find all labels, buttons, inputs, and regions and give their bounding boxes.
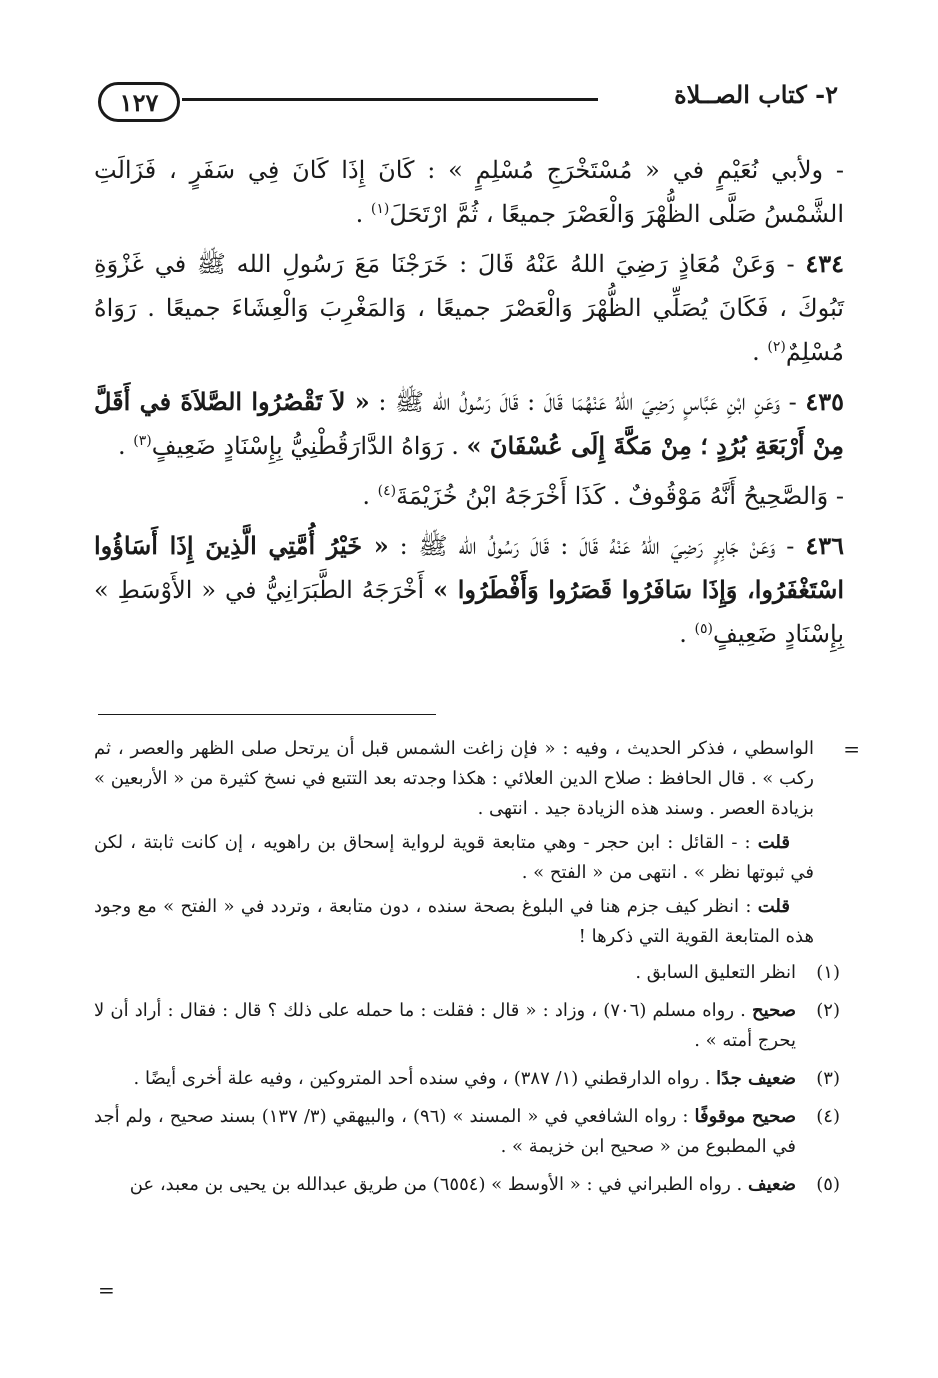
note-text: : - القائل : ابن حجر - وهي متابعة قوية لرواية إسحاق بن راهويه ، إن كانت ثابتة ، لكن في ثبوتها نظر » . انتهى من « الفتح » . [94,832,814,883]
p1-quote: « مُسْتَخْرَجِ مُسْلِمٍ » : كَانَ إِذَا كَانَ فِي سَفَرٍ ، فَزَالَتِ الشَّمْسُ صَلَّى الظُّهْرَ وَالْعَصْرَ جميعًا ، ثُمَّ ارْتَحَلَ [94,156,844,228]
footnote-5 [94,1170,844,1200]
footnote-number: (٣) [816,1068,840,1089]
footnote-grade: ضعيف جدًا [716,1068,796,1089]
footnote-text [94,1064,796,1094]
page-header [98,74,838,134]
hadith-435 [94,380,844,468]
footnote-separator [98,714,436,715]
paragraph-mawquf [94,474,844,518]
chapter-title: ٢- كتاب الصــلاة [674,80,838,109]
footnote-text [94,1102,796,1162]
footnote-body: : رواه الشافعي في « المسند » (٩٦) ، والبيهقي (٣/ ١٣٧) بسند صحيح ، ولم أجد في المطبوع من « صحيح ابن خزيمة » . [94,1106,796,1157]
footnote-grade: ضعيف [747,1174,796,1195]
footnote-ref-4[interactable]: (٤) [377,483,397,499]
hadith-quote: « خَيْرُ أُمَّتِي الَّذِينَ إِذَا أَسَاؤُوا اسْتَغْفَرُوا، وَإِذَا سَافَرُوا قَصَرُوا وَأَفْطَرُوا » [94,531,844,604]
footnote-1 [94,958,844,988]
note-lead: قلت [757,832,790,853]
footnote-number: (١) [816,962,840,983]
footnote-body: . رواه الدارقطني (١/ ٣٨٧) ، وفي سنده أحد المتروكين ، وفيه علة أخرى أيضًا . [133,1068,717,1089]
page-number: ١٢٧ [98,82,180,122]
paragraph-1 [94,148,844,236]
note-paragraph: الواسطي ، فذكر الحديث ، وفيه : « فإن زاغت الشمس قبل أن يرتحل صلى الظهر والعصر ، ثم ركب » . قال الحافظ : صلاح الدين العلائي : هكذا وجدته بعد التتبع في نسخ كثيرة من « الأربعين » بزيادة العصر . وسند هذه الزيادة جيد . انتهى . [94,738,814,819]
footnote-ref-1[interactable]: (١) [370,201,390,217]
hadith-text: - وَعَنِ ابْنِ عَبَّاسٍ رَضِيَ اللهُ عَنْهُمَا قَالَ : قَالَ رَسُولُ الله ﷺ : [369,388,806,416]
hadith-end: . [117,432,134,460]
note-text: : انظر كيف جزم هنا في البلوغ بصحة سنده ، دون متابعة ، وتردد في « الفتح » مع وجود هذه المتابعة القوية التي ذكرها ! [94,896,814,947]
p1-intro: - ولأبي نُعَيْمٍ في [659,156,844,184]
footnote-text [94,1170,796,1200]
hadith-source: . رَوَاهُ الدَّارَقُطْنِيُّ بِإِسْنَادٍ ضَعِيفٍ [151,432,467,460]
footnote-ref-5[interactable]: (٥) [694,621,713,637]
hadith-end: . [679,620,695,648]
main-text [94,148,844,662]
footnote-text [94,958,796,988]
continued-note [94,734,814,952]
footnote-number: (٥) [816,1174,840,1195]
footnote-2 [94,996,844,1056]
note-paragraph [94,892,814,952]
footnote-ref-3[interactable]: (٣) [133,433,152,449]
footnote-body: انظر التعليق السابق . [635,962,796,983]
footnote-number: (٤) [816,1106,840,1127]
footnote-4 [94,1102,844,1162]
hadith-number: ٤٣٦ [805,531,844,560]
hadith-436 [94,524,844,656]
footnote-text [94,996,796,1056]
footnote-grade: صحيح موقوفًا [694,1106,796,1127]
header-rule [182,98,598,101]
note-paragraph [94,828,814,888]
hadith-434 [94,242,844,374]
hadith-number: ٤٣٥ [805,387,844,416]
hadith-source: أَخْرَجَهُ الطَّبَرَانِيُّ في « الأَوْسَطِ » بِإِسْنَادٍ ضَعِيفٍ [94,576,844,648]
footnote-body: . رواه الطبراني في : « الأوسط » (٦٥٥٤) من طريق عبدالله بن يحيى بن معبد، عن [129,1174,748,1195]
footnote-body: . رواه مسلم (٧٠٦) ، وزاد : « قال : فقلت : ما حمله على ذلك ؟ قال : فقال : أراد أن لا يحرج أمته » . [94,1000,796,1051]
continuation-mark-bottom: = [98,1278,115,1302]
hadith-end: . [752,338,768,366]
hadith-text: - وَعَنْ مُعَاذٍ رَضِيَ اللهُ عَنْهُ قَالَ : خَرَجْنَا مَعَ رَسُولِ الله ﷺ في غَزْوَةِ تَبُوكَ ، فَكَانَ يُصَلِّي الظُّهْرَ وَالْعَصْرَ جميعًا ، وَالمَغْرِبَ وَالْعِشَاءَ جميعًا . رَوَاهُ مُسْلِمٌ [94,250,844,366]
footnote-list [94,958,844,1200]
footnotes [94,734,860,1208]
footnote-number: (٢) [816,1000,840,1021]
hadith-number: ٤٣٤ [805,249,844,278]
p1-end: . [355,200,371,228]
note-lead: قلت [757,896,790,917]
continuation-mark: = [843,737,860,761]
hadith-quote: « لاَ تَقْصُرُوا الصَّلاَةَ في أَقَلَّ مِنْ أَرْبَعَةِ بُرُدٍ ؛ مِنْ مَكَّةَ إِلَى عُسْفَانَ » [94,387,844,460]
mawquf-text: - وَالصَّحِيحُ أَنَّهُ مَوْقُوفٌ . كَذَا أَخْرَجَهُ ابْنُ خُزَيْمَةَ [396,482,844,510]
hadith-text: - وَعَنْ جَابِرٍ رَضِيَ اللهُ عَنْهُ قَالَ : قَالَ رَسُولُ الله ﷺ : [388,532,806,560]
footnote-ref-2[interactable]: (٢) [767,339,786,355]
mawquf-end: . [362,482,378,510]
footnote-3 [94,1064,844,1094]
footnote-grade: صحيح [752,1000,796,1021]
